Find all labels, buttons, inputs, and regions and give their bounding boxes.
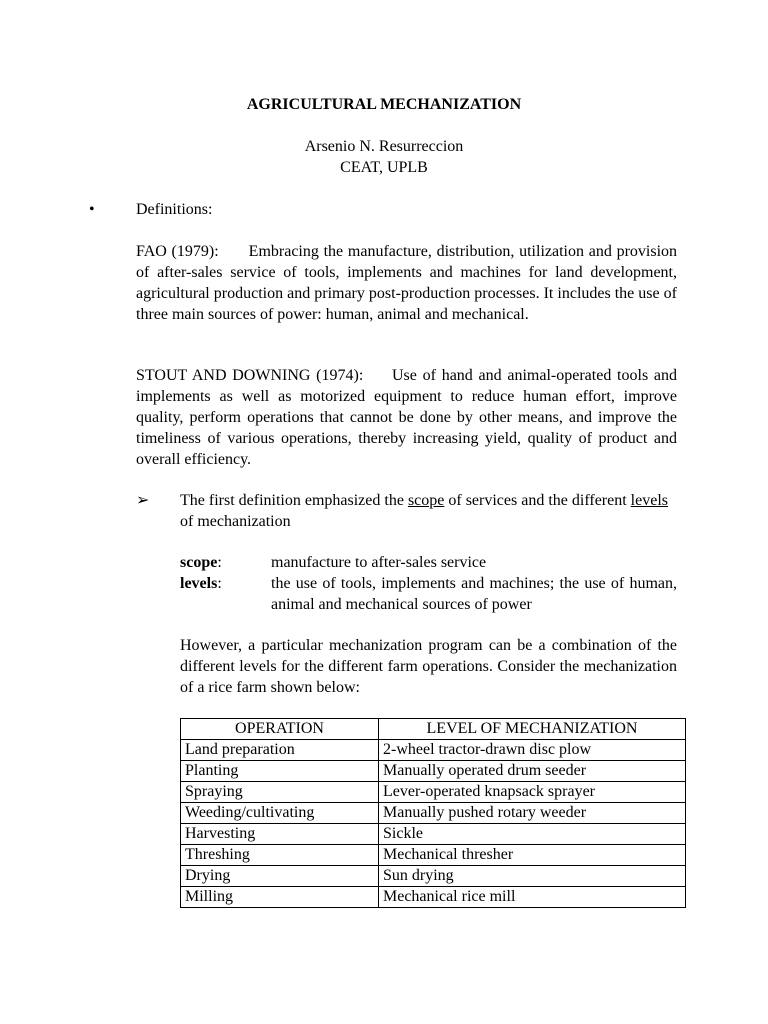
- table-row: [181, 845, 686, 866]
- level-cell: Lever-operated knapsack sprayer: [379, 782, 686, 803]
- arrow-bullet-icon: ➢: [136, 492, 150, 509]
- operation-cell: Threshing: [181, 845, 379, 866]
- operation-cell: Planting: [181, 761, 379, 782]
- header-level: LEVEL OF MECHANIZATION: [379, 719, 686, 740]
- operation-cell: Harvesting: [181, 824, 379, 845]
- stout-source: STOUT AND DOWNING (1974):: [136, 367, 364, 384]
- level-cell: Manually pushed rotary weeder: [379, 803, 686, 824]
- term-scope-description: manufacture to after-sales service: [271, 554, 487, 571]
- author-affiliation: CEAT, UPLB: [340, 159, 428, 176]
- operation-cell: Weeding/cultivating: [181, 803, 379, 824]
- first-def-text-2: of services and the different: [444, 492, 631, 509]
- operation-cell: Land preparation: [181, 740, 379, 761]
- first-definition-note: [180, 490, 677, 532]
- first-def-text-1: The first definition emphasized the: [180, 492, 408, 509]
- term-scope: scope: [180, 554, 218, 571]
- table-row: [181, 740, 686, 761]
- table-header-row: [181, 719, 686, 740]
- table-row: [181, 887, 686, 908]
- operation-cell: Drying: [181, 866, 379, 887]
- first-def-text-3: of mechanization: [180, 513, 291, 530]
- level-cell: Mechanical thresher: [379, 845, 686, 866]
- level-cell: Sickle: [379, 824, 686, 845]
- mechanization-table: [180, 718, 686, 908]
- level-cell: Manually operated drum seeder: [379, 761, 686, 782]
- stout-downing-definition: [136, 365, 677, 470]
- stout-text: Use of hand and animal-operated tools and implements as well as motorized equipment to reduce human effort, improve quality, perform operations that cannot be done by other means, and improve the timeliness of various operations, thereby increasing yield, quality of product and overall efficiency.: [136, 367, 678, 468]
- author-name: Arsenio N. Resurreccion: [304, 138, 464, 155]
- table-row: [181, 761, 686, 782]
- table-row: [181, 782, 686, 803]
- fao-text-line1: Embracing the manufacture, distribution, utilization and: [248, 243, 612, 260]
- level-cell: Mechanical rice mill: [379, 887, 686, 908]
- levels-word: levels: [630, 492, 668, 509]
- term-colon: :: [217, 554, 222, 571]
- term-levels: levels: [180, 575, 218, 592]
- operation-cell: Spraying: [181, 782, 379, 803]
- fao-source: FAO (1979):: [136, 243, 219, 260]
- fao-definition: [136, 241, 677, 325]
- operation-cell: Milling: [181, 887, 379, 908]
- fao-text-rest: provision of after-sales service of tools, implements and machines for land development, agricultural production and primary post-production processes. It includes the use of three main sources of power: human, animal and mechanical.: [136, 243, 678, 323]
- level-cell: 2-wheel tractor-drawn disc plow: [379, 740, 686, 761]
- term-colon: :: [217, 575, 222, 592]
- document-title: AGRICULTURAL MECHANIZATION: [246, 96, 522, 113]
- table-row: [181, 866, 686, 887]
- header-operation: OPERATION: [181, 719, 379, 740]
- definitions-heading: Definitions:: [136, 201, 213, 218]
- level-cell: Sun drying: [379, 866, 686, 887]
- term-levels-description: the use of tools, implements and machines; the use of human, animal and mechanical sources of power: [271, 575, 677, 613]
- table-row: [181, 824, 686, 845]
- table-row: [181, 803, 686, 824]
- however-paragraph: However, a particular mechanization program can be a combination of the different levels for the different farm operations. Consider the mechanization of a rice farm shown below:: [180, 637, 677, 696]
- scope-word: scope: [407, 492, 445, 509]
- bullet-icon: •: [89, 201, 95, 218]
